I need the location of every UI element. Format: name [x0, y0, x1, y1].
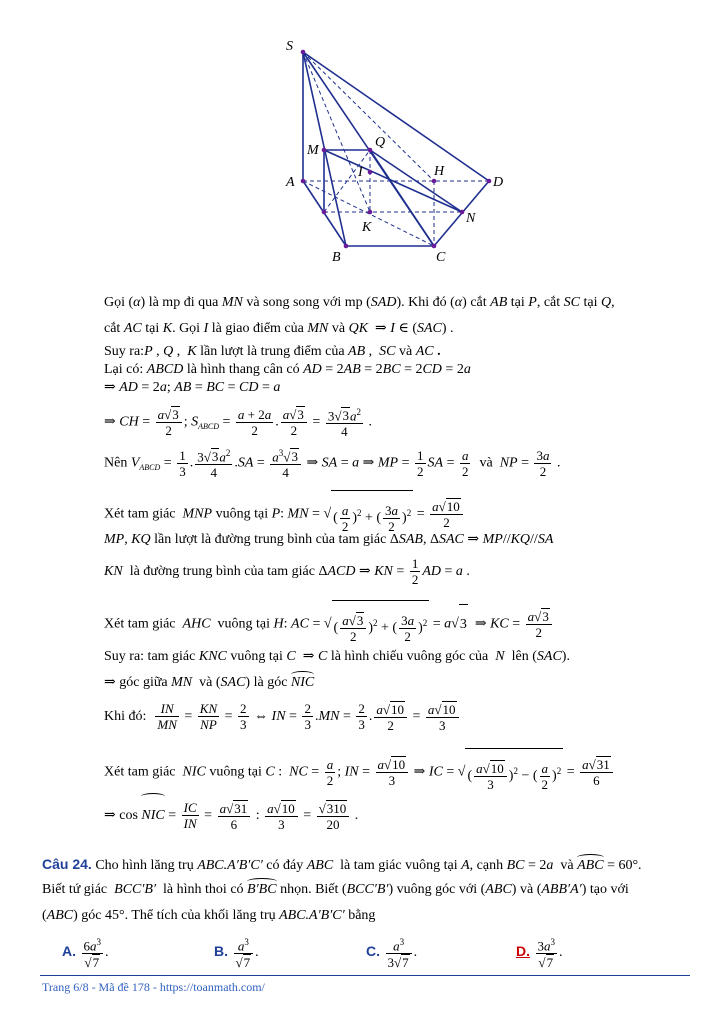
solution-line-9: MP, KQ lần lượt là đường trung bình của tam giác ΔSAB, ΔSAC ⇒ MP//KQ//SA [104, 532, 554, 547]
solution-line-8: Xét tam giác MNP vuông tại P: MN = √ ( $\frac{a}{2}$ )$^2$ + ( $\frac{3a}{2}$ )$^2$ = $\frac{a√10}{2}$ [104, 490, 724, 539]
solution-line-1: Gọi (α) là mp đi qua MN và song song với mp (SAD). Khi đó (α) cắt AB tại P, cắt SC tại Q, [104, 295, 615, 310]
label-B: B [332, 250, 341, 265]
solution-line-12: Suy ra: tam giác KNC vuông tại C ⇒ C là hình chiếu vuông góc của N lên (SAC). [104, 649, 570, 664]
solution-line-3: Suy ra:P , Q , K lần lượt là trung điểm của AB , SC và AC . [104, 344, 441, 359]
geometry-figure [0, 0, 724, 275]
solution-line-6: ⇒ CH = $\frac{a√3}{2}$ ; $S_{ABCD}$ = $\frac{a + 2a}{2}$ . $\frac{a√3}{2}$ = $\frac{3√3a^2}{4}$ . [104, 406, 372, 440]
edge-SD [303, 52, 489, 181]
footer-divider [40, 975, 690, 976]
solution-line-15: Xét tam giác NIC vuông tại C : NC = $\frac{a}{2}$ ; IN = $\frac{a√10}{3}$ ⇒ IC = √ ( $\frac{a√10}{3}$ )$^2$ − ( $\frac{a}{2}$ )$^2$ = $\frac{a√31}{6}$ [104, 748, 724, 797]
question-line-2: Biết tứ giác BCC′B′ là hình thoi có B′BC nhọn. Biết (BCC′B′) vuông góc với (ABC) và (ABB′A′) tạo với [42, 882, 629, 897]
option-a[interactable]: A. $\frac{6a^3}{√7}$ . [62, 937, 109, 971]
footer-text: Trang 6/8 - Mã đề 178 - https://toanmath.com/ [42, 980, 265, 994]
solution-line-16: ⇒ cos NIC = $\frac{IC}{IN}$ = $\frac{a√31}{6}$ : $\frac{a√10}{3}$ = $\frac{√310}{20}$ . [104, 796, 724, 836]
label-H: H [434, 164, 445, 179]
option-b[interactable]: B. $\frac{a^3}{√7}$ . [214, 937, 259, 971]
solution-line-11: Xét tam giác AHC vuông tại H: AC = √ ( $\frac{a√3}{2}$ )$^2$ + ( $\frac{3a}{2}$ )$^2$ = a√3 ⇒ KC = $\frac{a√3}{2}$ [104, 600, 724, 649]
label-Q: Q [375, 135, 386, 150]
option-c[interactable]: C. $\frac{a^3}{3√7}$ . [366, 937, 418, 971]
solution-line-14: Khi đó: $\frac{IN}{MN}$ = $\frac{KN}{NP}$ = $\frac{2}{3}$ ⇔ IN = $\frac{2}{3}$ .MN = $\frac{2}{3}$ . $\frac{a√10}{2}$ = $\frac{a√10}{3}$ [104, 700, 724, 734]
question-line-3: (ABC) góc 45°. Thể tích của khối lăng trụ ABC.A′B′C′ bằng [42, 908, 376, 923]
label-N: N [466, 211, 476, 226]
label-D: D [493, 175, 504, 190]
solution-line-2: cắt AC tại K. Gọi I là giao điểm của MN và QK ⇒ I ∈ (SAC) . [104, 321, 454, 336]
solution-line-10: KN là đường trung bình của tam giác ΔACD ⇒ KN = $\frac{1}{2}$ AD = a . [104, 556, 470, 588]
label-S: S [286, 39, 293, 54]
label-K: K [362, 220, 372, 235]
label-A: A [286, 175, 295, 190]
label-M: M [307, 143, 319, 158]
edge-QC [370, 150, 434, 246]
label-C: C [436, 250, 446, 265]
question-number: Câu 24. [42, 856, 92, 872]
solution-line-5: ⇒ AD = 2a; AB = BC = CD = a [104, 380, 281, 395]
option-d[interactable]: D. $\frac{3a^3}{√7}$ . [516, 937, 563, 971]
label-I: I [358, 165, 363, 180]
question-line-1: Câu 24. Cho hình lăng trụ ABC.A′B′C′ có đáy ABC là tam giác vuông tại A, cạnh BC = 2a và ABC = 60°. [42, 856, 642, 873]
solution-line-7: Nên $V_{ABCD}$ = $\frac{1}{3}$ . $\frac{3√3a^2}{4}$ .SA = $\frac{a^3√3}{4}$ ⇒ SA = a ⇒ MP = $\frac{1}{2}$ SA = $\frac{a}{2}$ và NP = $\frac{3a}{2}$ . [104, 447, 561, 481]
solution-line-13: ⇒ góc giữa MN và (SAC) là góc NIC [104, 675, 315, 690]
solution-line-4: Lại có: ABCD là hình thang cân có AD = 2AB = 2BC = 2CD = 2a [104, 362, 471, 377]
